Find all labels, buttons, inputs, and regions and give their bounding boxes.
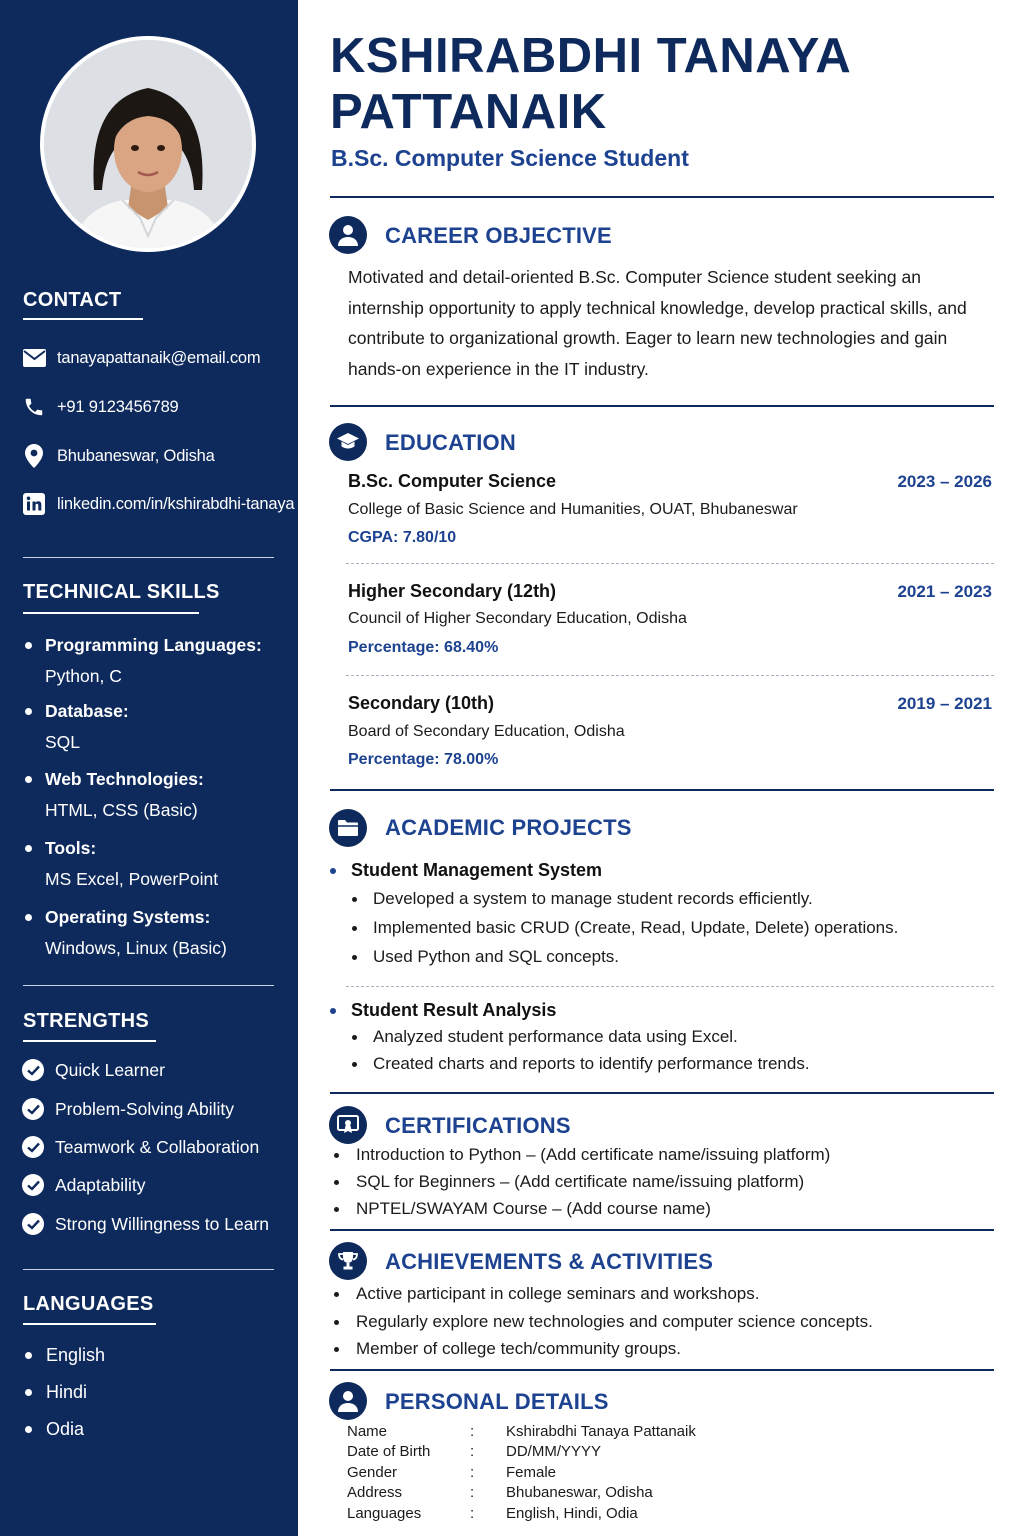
skill-value: SQL (45, 732, 81, 752)
certification-text: NPTEL/SWAYAM Course – (Add course name) (356, 1199, 711, 1218)
certification-item (334, 1172, 804, 1192)
sidebar-divider (23, 985, 274, 986)
check-circle-icon (22, 1098, 44, 1120)
strengths-underline (23, 1040, 156, 1042)
bullet (352, 926, 357, 931)
contact-email[interactable] (22, 345, 260, 371)
skill-value: Python, C (45, 666, 122, 686)
strengths-heading: STRENGTHS (23, 1010, 150, 1032)
personal-label: Gender (347, 1464, 398, 1481)
education-score: CGPA: 7.80/10 (348, 529, 457, 546)
skill-label: Operating Systems: (45, 907, 211, 927)
check-circle-icon (22, 1213, 44, 1235)
bullet (25, 708, 32, 715)
bullet (334, 1180, 339, 1185)
dashed-divider (346, 986, 994, 987)
project-point (352, 918, 898, 938)
education-years: 2019 – 2021 (897, 694, 992, 713)
bullet (25, 642, 32, 649)
certificate-icon (329, 1106, 367, 1144)
skills-heading: TECHNICAL SKILLS (23, 581, 220, 603)
strength-item (22, 1212, 269, 1236)
personal-separator: : (470, 1484, 475, 1501)
strength-text: Adaptability (55, 1174, 146, 1195)
section-rule (330, 196, 994, 198)
bullet (334, 1207, 339, 1212)
personal-value: Kshirabdhi Tanaya Pattanaik (506, 1423, 696, 1440)
language-text: English (46, 1344, 106, 1365)
project-name-text: Student Result Analysis (351, 1000, 557, 1020)
bullet (25, 1426, 32, 1433)
bullet (330, 868, 336, 874)
skill-label: Programming Languages: (45, 635, 262, 655)
skill-label: Database: (45, 701, 129, 721)
skill-value: Windows, Linux (Basic) (45, 938, 227, 958)
objective-title: CAREER OBJECTIVE (385, 223, 612, 248)
certification-text: SQL for Beginners – (Add certificate name/issuing platform) (356, 1172, 805, 1191)
language-text: Odia (46, 1418, 85, 1439)
bullet (25, 1352, 32, 1359)
section-rule (330, 405, 994, 407)
bullet (334, 1347, 339, 1352)
personal-separator: : (470, 1505, 475, 1522)
strength-item (22, 1173, 145, 1197)
personal-label: Name (347, 1423, 388, 1440)
candidate-name (330, 28, 851, 140)
check-circle-icon (22, 1136, 44, 1158)
project-name-text: Student Management System (351, 860, 603, 880)
project-point-text: Implemented basic CRUD (Create, Read, Update, Delete) operations. (373, 918, 899, 937)
dashed-divider (346, 675, 994, 676)
project-name (330, 1000, 556, 1021)
project-point (352, 947, 619, 967)
language-item (23, 1417, 84, 1441)
contact-location-text: Bhubaneswar, Odisha (57, 446, 215, 465)
contact-heading: CONTACT (23, 289, 122, 311)
education-degree: Secondary (10th) (348, 693, 495, 713)
project-point (352, 889, 813, 909)
section-rule (330, 1092, 994, 1094)
education-score: Percentage: 78.00% (348, 751, 499, 768)
bullet (334, 1153, 339, 1158)
bullet (25, 845, 32, 852)
personal-separator: : (470, 1464, 475, 1481)
projects-title: ACADEMIC PROJECTS (385, 815, 632, 840)
languages-underline (23, 1323, 156, 1325)
project-point-text: Used Python and SQL concepts. (373, 947, 620, 966)
bullet (352, 897, 357, 902)
education-years: 2021 – 2023 (897, 582, 992, 601)
education-score: Percentage: 68.40% (348, 639, 499, 656)
skill-value: HTML, CSS (Basic) (45, 800, 198, 820)
check-circle-icon (22, 1059, 44, 1081)
personal-value: Bhubaneswar, Odisha (506, 1484, 653, 1501)
folder-icon (329, 809, 367, 847)
languages-heading: LANGUAGES (23, 1293, 154, 1315)
project-point-text: Analyzed student performance data using Excel. (373, 1027, 738, 1046)
education-institution: Board of Secondary Education, Odisha (348, 723, 625, 740)
personal-label: Languages (347, 1505, 422, 1522)
dashed-divider (346, 563, 994, 564)
strength-text: Quick Learner (55, 1059, 165, 1080)
bullet (25, 776, 32, 783)
skill-label: Tools: (45, 838, 97, 858)
bullet (25, 1389, 32, 1396)
strength-text: Problem-Solving Ability (55, 1098, 234, 1119)
achievement-item (334, 1284, 759, 1304)
contact-email-text: tanayapattanaik@email.com (57, 348, 261, 367)
contact-phone[interactable] (22, 394, 179, 420)
sidebar-divider (23, 1269, 274, 1270)
education-degree: B.Sc. Computer Science (348, 471, 557, 491)
skill-label: Web Technologies: (45, 769, 204, 789)
education-institution: Council of Higher Secondary Education, Odisha (348, 610, 687, 627)
education-years: 2023 – 2026 (897, 472, 992, 491)
education-title: EDUCATION (385, 430, 516, 455)
education-degree: Higher Secondary (12th) (348, 581, 557, 601)
project-point-text: Developed a system to manage student records efficiently. (373, 889, 813, 908)
achievement-text: Active participant in college seminars and workshops. (356, 1284, 760, 1303)
achievements-title: ACHIEVEMENTS & ACTIVITIES (385, 1249, 714, 1274)
contact-underline (23, 318, 143, 320)
trophy-icon (329, 1242, 367, 1280)
bullet (352, 1062, 357, 1067)
certification-item (334, 1145, 830, 1165)
project-point-text: Created charts and reports to identify performance trends. (373, 1054, 810, 1073)
achievement-text: Regularly explore new technologies and computer science concepts. (356, 1312, 873, 1331)
candidate-subtitle: B.Sc. Computer Science Student (331, 145, 689, 171)
sidebar-divider (23, 557, 274, 558)
section-rule (330, 1369, 994, 1371)
project-name (330, 860, 602, 881)
profile-photo (40, 36, 256, 252)
linkedin-icon (22, 492, 46, 516)
skills-underline (23, 612, 199, 614)
language-item (23, 1343, 105, 1367)
name-line-2: PATTANAIK (330, 85, 607, 139)
project-point (352, 1054, 810, 1074)
personal-title: PERSONAL DETAILS (385, 1389, 609, 1414)
personal-label: Address (347, 1484, 403, 1501)
certifications-title: CERTIFICATIONS (385, 1113, 571, 1138)
personal-separator: : (470, 1423, 475, 1440)
graduation-cap-icon (329, 423, 367, 461)
bullet (334, 1292, 339, 1297)
user-icon (329, 1382, 367, 1420)
personal-separator: : (470, 1443, 475, 1460)
strength-text: Strong Willingness to Learn (55, 1213, 269, 1234)
bullet (334, 1320, 339, 1325)
bullet (25, 914, 32, 921)
certification-text: Introduction to Python – (Add certificate name/issuing platform) (356, 1145, 831, 1164)
strength-item (22, 1097, 234, 1121)
strength-item (22, 1058, 165, 1082)
personal-value: Female (506, 1464, 557, 1481)
personal-value: English, Hindi, Odia (506, 1505, 638, 1522)
education-institution: College of Basic Science and Humanities, OUAT, Bhubaneswar (348, 501, 798, 518)
achievement-item (334, 1312, 873, 1332)
email-icon (22, 346, 46, 370)
project-point (352, 1027, 738, 1047)
personal-label: Date of Birth (347, 1443, 431, 1460)
contact-location (22, 443, 215, 469)
check-circle-icon (22, 1174, 44, 1196)
user-icon (329, 216, 367, 254)
skill-value: MS Excel, PowerPoint (45, 869, 219, 889)
sidebar (0, 0, 298, 1536)
contact-linkedin[interactable] (22, 491, 294, 517)
achievement-text: Member of college tech/community groups. (356, 1339, 682, 1358)
achievement-item (334, 1339, 681, 1359)
language-text: Hindi (46, 1381, 88, 1402)
strength-text: Teamwork & Collaboration (55, 1136, 260, 1157)
language-item (23, 1380, 87, 1404)
bullet (352, 955, 357, 960)
section-rule (330, 1229, 994, 1231)
section-rule (330, 789, 994, 791)
name-line-1: KSHIRABDHI TANAYA (330, 29, 852, 83)
phone-icon (22, 395, 46, 419)
bullet (352, 1035, 357, 1040)
strength-item (22, 1135, 259, 1159)
contact-phone-text: +91 9123456789 (57, 397, 179, 416)
bullet (330, 1008, 336, 1014)
personal-value: DD/MM/YYYY (506, 1443, 602, 1460)
contact-linkedin-text: linkedin.com/in/kshirabdhi-tanaya (57, 494, 295, 513)
objective-text: Motivated and detail-oriented B.Sc. Computer Science student seeking an internship opportunity to apply technical knowledge, develop practical skills, and contribute to organizational growth. Eager to learn new technologies and gain hands-on experience in the IT industry. (348, 267, 967, 379)
certification-item (334, 1199, 711, 1219)
location-pin-icon (22, 444, 46, 468)
